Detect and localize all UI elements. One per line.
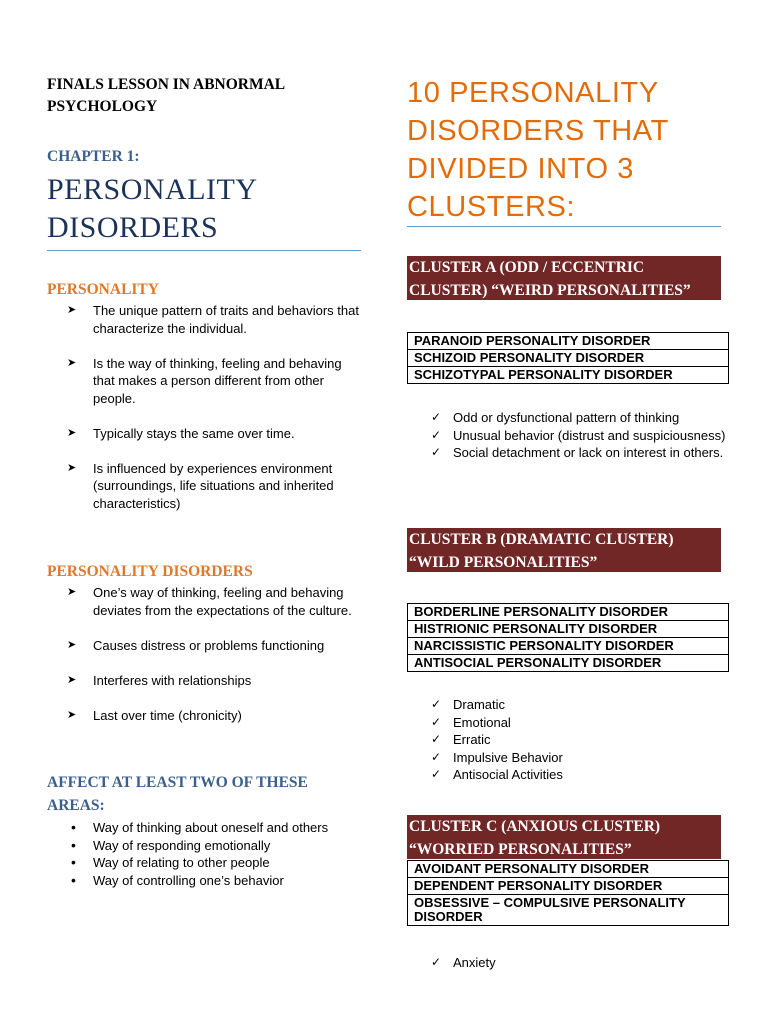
- areas-list: [47, 819, 363, 889]
- arrow-bullet-icon: ➤: [67, 638, 77, 651]
- cluster-b-disorders-table: [407, 603, 729, 672]
- table-row: AVOIDANT PERSONALITY DISORDER: [408, 861, 729, 878]
- list-item: ✓ Impulsive Behavior: [431, 749, 563, 765]
- personality-heading: PERSONALITY: [47, 281, 159, 298]
- clusters-title: 10 PERSONALITY DISORDERS THAT DIVIDED INTO 3 CLUSTERS:: [407, 77, 669, 223]
- list-item: • Way of responding emotionally: [71, 836, 271, 853]
- list-item: ✓ Erratic: [431, 732, 491, 747]
- arrow-bullet-icon: ➤: [67, 708, 77, 721]
- cluster-a-header: CLUSTER A (ODD / ECCENTRIC CLUSTER) “WEIRD PERSONALITIES”: [407, 256, 721, 300]
- list-item: ✓ Antisocial Activities: [431, 767, 563, 782]
- document-title: FINALS LESSON IN ABNORMAL PSYCHOLOGY: [47, 76, 286, 115]
- list-item: ➤ Causes distress or problems functioning: [67, 637, 325, 653]
- arrow-bullet-icon: ➤: [67, 356, 77, 369]
- list-item: ➤ Typically stays the same over time.: [67, 425, 295, 441]
- list-item: ➤ Interferes with relationships: [67, 672, 252, 688]
- cluster-b-traits: [407, 696, 729, 784]
- arrow-bullet-icon: ➤: [67, 461, 77, 474]
- title-divider: [47, 250, 361, 251]
- cluster-c-traits: [407, 954, 729, 972]
- check-icon: ✓: [431, 427, 442, 442]
- list-item: • Way of controlling one’s behavior: [71, 871, 284, 888]
- cluster-b-header: CLUSTER B (DRAMATIC CLUSTER) “WILD PERSONALITIES”: [407, 528, 721, 572]
- table-row: SCHIZOTYPAL PERSONALITY DISORDER: [408, 367, 729, 384]
- list-item: ➤ The unique pattern of traits and behaviors that characterize the individual.: [67, 303, 359, 336]
- list-item: ➤ Is influenced by experiences environment (surroundings, life situations and inherited characteristics): [67, 460, 334, 511]
- personality-disorders-list: [47, 584, 363, 742]
- list-item: ✓ Unusual behavior (distrust and suspiciousness): [431, 427, 726, 443]
- cluster-c-header: CLUSTER C (ANXIOUS CLUSTER) “WORRIED PERSONALITIES”: [407, 815, 721, 859]
- table-row: NARCISSISTIC PERSONALITY DISORDER: [408, 638, 729, 655]
- arrow-bullet-icon: ➤: [67, 304, 77, 316]
- cluster-a-traits: [407, 409, 729, 462]
- bullet-dot-icon: •: [71, 871, 76, 888]
- list-item: ✓ Social detachment or lack on interest in others.: [431, 445, 724, 460]
- list-item: ➤ Is the way of thinking, feeling and behaving that makes a person different from other people.: [67, 355, 342, 406]
- list-item: • Way of relating to other people: [71, 854, 270, 870]
- list-item: ➤ One’s way of thinking, feeling and behaving deviates from the expectations of the culture.: [67, 585, 352, 618]
- cluster-a-disorders-table: [407, 332, 729, 384]
- check-icon: ✓: [431, 714, 442, 729]
- check-icon: ✓: [431, 767, 442, 781]
- check-icon: ✓: [431, 697, 442, 711]
- table-row: PARANOID PERSONALITY DISORDER: [408, 333, 729, 350]
- arrow-bullet-icon: ➤: [67, 426, 77, 439]
- cluster-c-disorders-table: [407, 860, 729, 926]
- table-row: HISTRIONIC PERSONALITY DISORDER: [408, 621, 729, 638]
- bullet-dot-icon: •: [71, 819, 76, 835]
- table-row: ANTISOCIAL PERSONALITY DISORDER: [408, 655, 729, 672]
- list-item: • Way of thinking about oneself and others: [71, 819, 329, 835]
- table-row: SCHIZOID PERSONALITY DISORDER: [408, 350, 729, 367]
- check-icon: ✓: [431, 410, 442, 424]
- clusters-divider: [407, 226, 721, 227]
- check-icon: ✓: [431, 445, 442, 459]
- personality-list: [47, 302, 363, 530]
- check-icon: ✓: [431, 732, 442, 746]
- table-row: BORDERLINE PERSONALITY DISORDER: [408, 604, 729, 621]
- bullet-dot-icon: •: [71, 854, 76, 870]
- list-item: ➤ Last over time (chronicity): [67, 707, 242, 723]
- list-item: ✓ Odd or dysfunctional pattern of thinking: [431, 410, 680, 425]
- table-row: DEPENDENT PERSONALITY DISORDER: [408, 878, 729, 895]
- bullet-dot-icon: •: [71, 836, 76, 853]
- list-item: ✓ Emotional: [431, 714, 511, 730]
- areas-heading: AFFECT AT LEAST TWO OF THESE AREAS:: [47, 774, 308, 814]
- list-item: ✓ Dramatic: [431, 697, 506, 712]
- chapter-title: PERSONALITY DISORDERS: [47, 173, 258, 244]
- arrow-bullet-icon: ➤: [67, 586, 77, 598]
- personality-disorders-heading: PERSONALITY DISORDERS: [47, 563, 253, 580]
- list-item: ✓ Anxiety: [431, 955, 496, 970]
- table-row: OBSESSIVE – COMPULSIVE PERSONALITY DISORDER: [408, 895, 729, 926]
- check-icon: ✓: [431, 749, 442, 764]
- chapter-label: CHAPTER 1:: [47, 148, 140, 165]
- arrow-bullet-icon: ➤: [67, 673, 77, 686]
- check-icon: ✓: [431, 955, 442, 969]
